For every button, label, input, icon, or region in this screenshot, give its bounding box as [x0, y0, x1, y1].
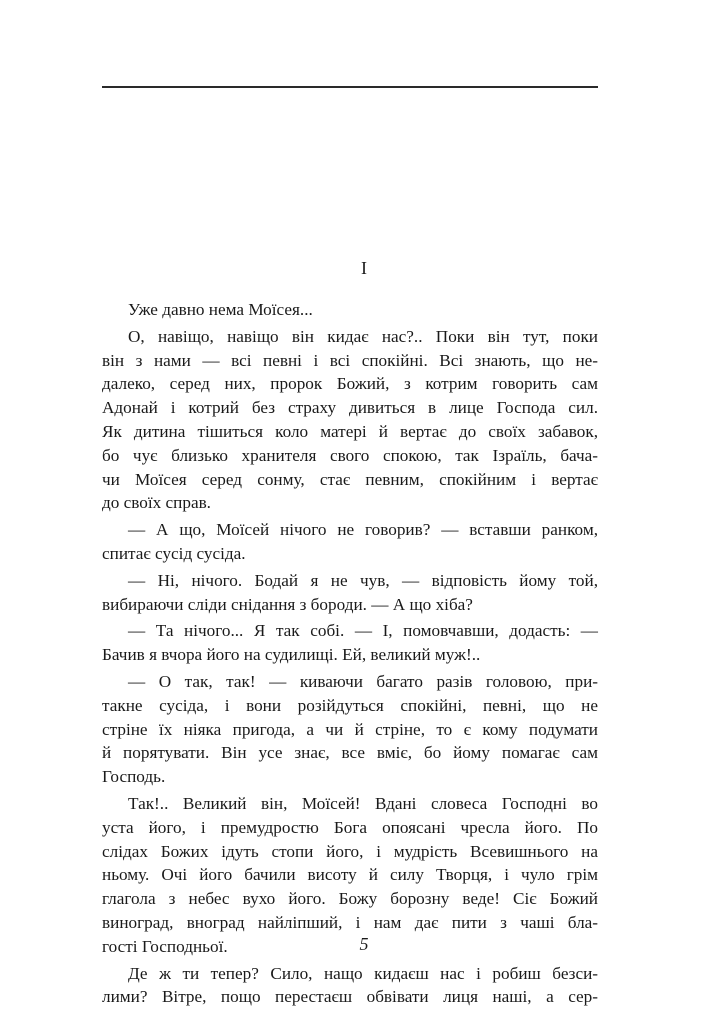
text-line: й порятувати. Він усе знає, все вміє, бо йому помагає сам	[102, 743, 598, 763]
text-line: лими? Вітре, пощо перестаєш обвівати лиця наші, а сер-	[102, 987, 598, 1007]
text-line: до своїх справ.	[102, 493, 211, 513]
text-line: Де ж ти тепер? Сило, нащо кидаєш нас і робиш безси-	[128, 963, 598, 983]
text-line: слідах Божих ідуть стопи його, і мудрість Всевишнього на	[102, 841, 598, 861]
chapter-heading: I	[361, 258, 367, 278]
text-line: вибираючи сліди снідання з бороди. — А що хіба?	[102, 594, 473, 614]
text-line: глагола з небес вухо його. Божу борозну веде! Сіє Божий	[102, 889, 598, 909]
text-line: — Та нічого... Я так собі. — І, помовчавши, додасть: —	[128, 621, 598, 641]
text-line: Як дитина тішиться коло матері й вертає до своїх забавок,	[102, 421, 598, 441]
text-line: — Ні, нічого. Бодай я не чув, — відповість йому той,	[128, 570, 598, 590]
text-line: далеко, серед них, пророк Божий, з котрим говорить сам	[102, 374, 598, 394]
text-line: чи Моїсея серед сонму, стає певним, спокійним і вертає	[102, 469, 598, 489]
header-rule	[102, 86, 598, 88]
text-line: — А що, Моїсей нічого не говорив? — вставши ранком,	[128, 520, 598, 540]
text-line: уста його, і премудростю Бога опоясані чресла його. По	[102, 817, 598, 837]
text-line: Так!.. Великий він, Моїсей! Вдані словеса Господні во	[128, 793, 598, 813]
text-line: Адонай і котрий без страху дивиться в лице Господа сил.	[102, 398, 598, 418]
text-line: Господь.	[102, 767, 166, 787]
text-line: гості Господньої.	[102, 936, 228, 956]
text-line: він з нами — всі певні і всі спокійні. Всі знають, що не-	[102, 350, 598, 370]
text-line: стріне їх ніяка пригода, а чи й стріне, то є кому подумати	[102, 719, 598, 739]
text-line: Уже давно нема Моїсея...	[128, 300, 313, 319]
text-line: ньому. Очі його бачили висоту й силу Творця, і чуло грім	[102, 865, 598, 885]
text-line: Бачив я вчора його на судилищі. Ей, великий муж!..	[102, 645, 481, 665]
text-line: виноград, вноград найліпший, і нам дає пити з чаші бла-	[102, 912, 598, 932]
text-line: такне сусіда, і вони розійдуться спокійні, певні, що не	[102, 695, 598, 715]
page-number: 5	[359, 934, 369, 954]
body-text	[102, 298, 598, 1009]
text-line: спитає сусід сусіда.	[102, 543, 246, 563]
text-line: бо чує близько хранителя свого спокою, так Ізраїль, бача-	[102, 445, 598, 465]
text-line: — О так, так! — киваючи багато разів головою, при-	[128, 671, 598, 691]
text-line: О, навіщо, навіщо він кидає нас?.. Поки він тут, поки	[128, 326, 598, 346]
